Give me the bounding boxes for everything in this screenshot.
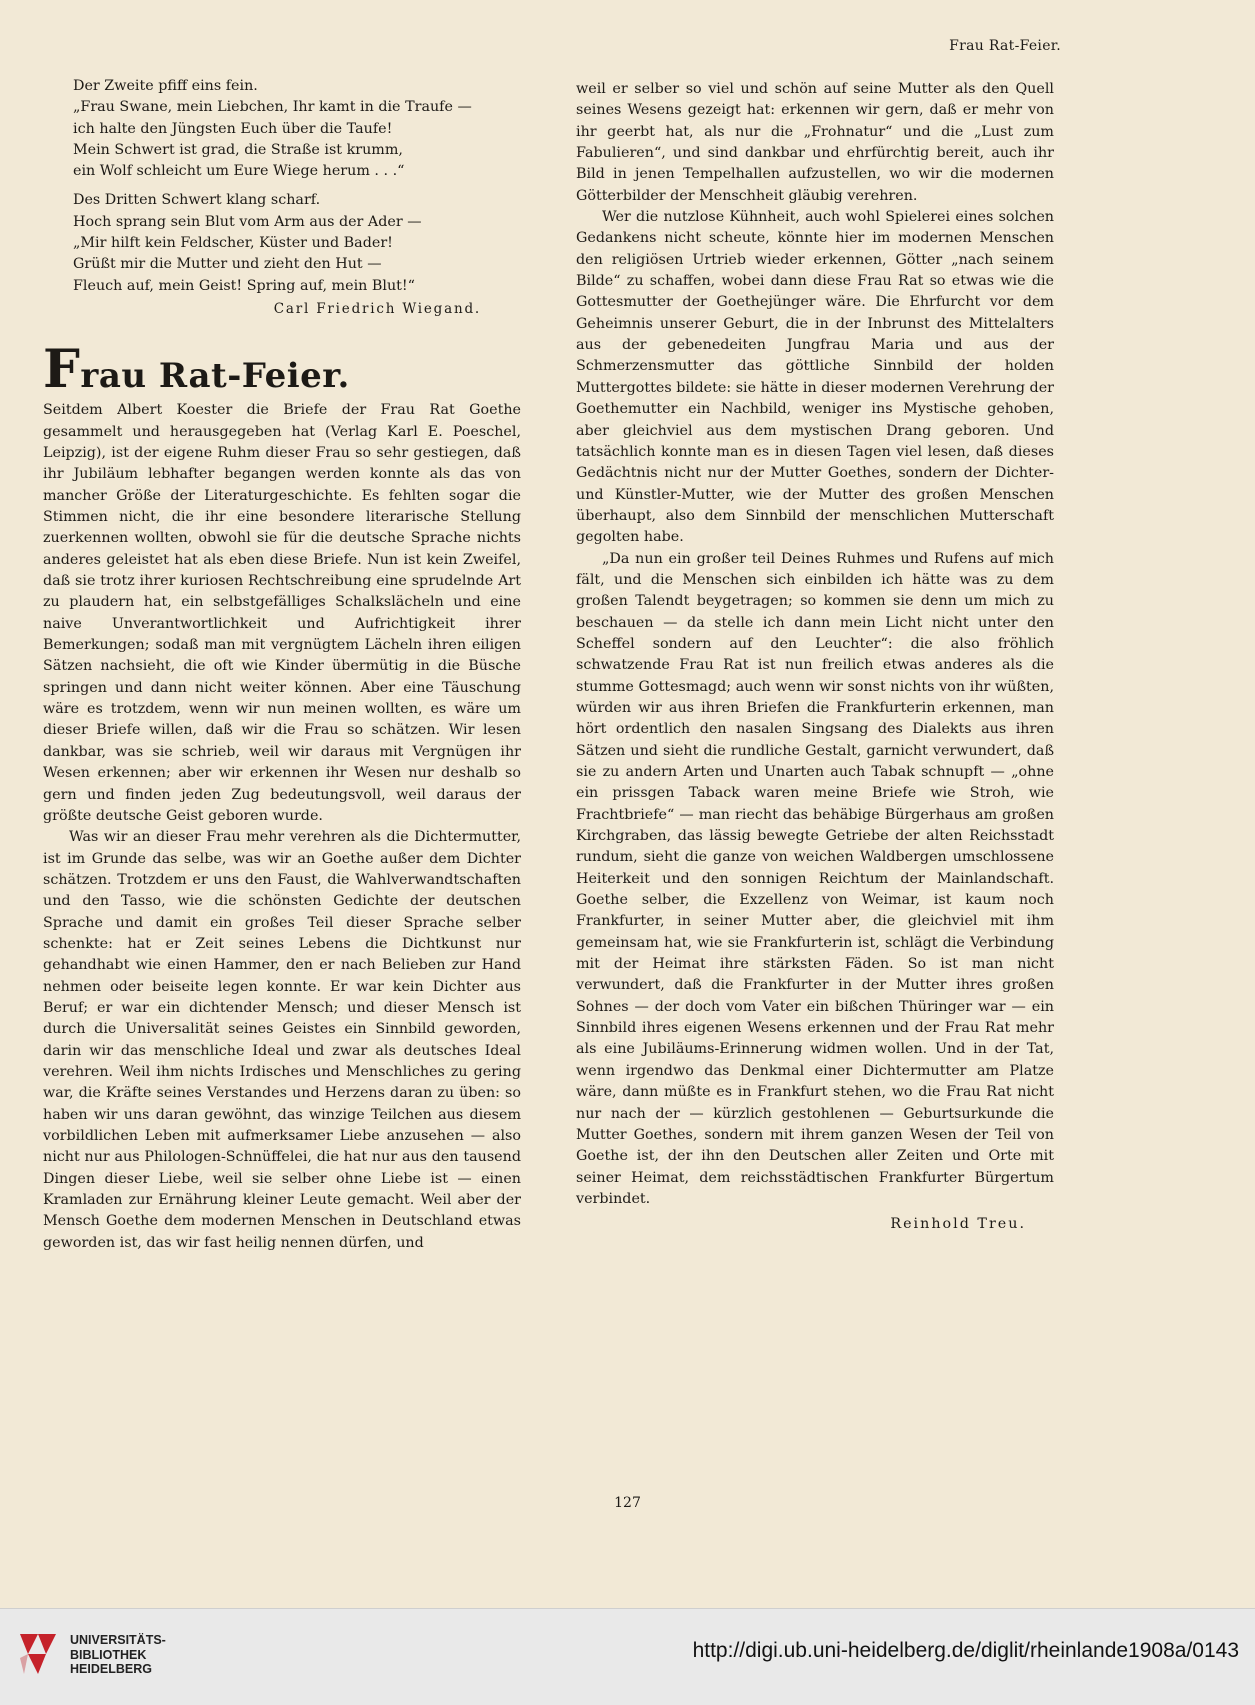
institution-line: BIBLIOTHEK: [70, 1647, 147, 1662]
title-rest: rau Rat-Feier.: [80, 356, 350, 397]
right-column: [576, 79, 1054, 1236]
article-paragraph: Was wir an dieser Frau mehr verehren als die Dichtermutter, ist im Grunde das selbe, was wir an Goethe außer dem Dichter schätzen. Trotzdem er uns den Faust, die Wahlverwandtschaften und den Tasso, wie die schönsten Gedichte der deutschen Sprache und damit ein großes Teil dieser Sprache selber schenkte: hat er Zeit seines Lebens die Dichtkunst nur gehandhabt wie einen Hammer, den er nach Belieben zur Hand nehmen oder beiseite legen konnte. Er war kein Dichter aus Beruf; er war ein dichtender Mensch; und dieser Mensch ist durch die Universalität seines Geistes ein Sinnbild geworden, darin wir das menschliche Ideal und zwar als deutsches Ideal verehren. Weil ihm nichts Irdisches und Menschliches zu gering war, die Kräfte seines Verstandes und Herzens daran zu üben: so haben wir uns daran gewöhnt, das winzige Teilchen aus diesem vorbildlichen Leben mit aufmerksamer Liebe anzusehen — also nicht nur aus Philologen-Schnüffelei, die hat nur aus den tausend Dingen dieser Liebe, weil sie selber ohne Liebe ist — einen Kramladen zur Ernährung kleiner Leute gemacht. Weil aber der Mensch Goethe dem modernen Menschen in Deutschland etwas geworden ist, das wir fast heilig nennen dürfen, und: [43, 829, 521, 1251]
poem-stanza-1: [43, 76, 521, 182]
page-number: 127: [614, 1495, 641, 1511]
poem-line: ich halte den Jüngsten Euch über die Taufe!: [73, 120, 393, 137]
poem-line: Hoch sprang sein Blut vom Arm aus der Ader —: [73, 213, 422, 230]
poem-line: „Frau Swane, mein Liebchen, Ihr kamt in die Traufe —: [73, 99, 472, 116]
poem-stanza-2: [43, 190, 521, 296]
poem-line: Mein Schwert ist grad, die Straße ist krumm,: [73, 141, 403, 158]
ub-heidelberg-logo-icon: [16, 1630, 60, 1678]
poem-author: Carl Friedrich Wiegand.: [273, 300, 481, 317]
poem-line: „Mir hilft kein Feldscher, Küster und Bader!: [73, 235, 393, 252]
article-paragraph: Wer die nutzlose Kühnheit, auch wohl Spielerei eines solchen Gedankens nicht scheute, könnte hier im modernen Menschen den religiösen Urtrieb wieder erkennen, Götter „nach seinem Bilde“ zu schaffen, wobei dann diese Frau Rat so etwas wie die Gottesmutter der Goethejünger wäre. Die Ehrfurcht vor dem Geheimnis unserer Geburt, die in der Inbrunst des Mittelalters aus der gebenedeiten Jungfrau Maria und aus der Schmerzensmutter das göttliche Sinnbild der holden Muttergottes bildete: sie hätte in dieser modernen Verehrung der Goethemutter ein Nachbild, weniger ins Mystische gehoben, aber gleichviel aus dem mystischen Drang geboren. Und tatsächlich konnte man es in diesen Tagen viel lesen, daß dieses Gedächtnis nicht nur der Mutter Goethes, sondern der Dichter- und Künstler-Mutter, wie der Mutter des großen Menschen überhaupt, also dem Sinnbild der menschlichen Mutterschaft gegolten habe.: [576, 209, 1054, 546]
article-paragraph: Seitdem Albert Koester die Briefe der Frau Rat Goethe gesammelt und herausgegeben hat (Verlag Karl E. Poeschel, Leipzig), ist der eigene Ruhm dieser Frau so sehr gestiegen, daß ihr Jubiläum lebhafter begangen werden konnte als das von mancher Größe der Literaturgeschichte. Es fehlten sogar die Stimmen nicht, die ihr eine besondere literarische Stellung zuerkennen wollten, obwohl sie für die deutsche Sprache nichts anderes geleistet hat als eben diese Briefe. Nun ist kein Zweifel, daß sie trotz ihrer kuriosen Rechtschreibung eine sprudelnde Art zu plaudern hat, ein selbstgefälliges Schalkslächeln und eine naive Unverantwortlichkeit und Aufrichtigkeit ihrer Bemerkungen; sodaß man mit vergnügtem Lächeln ihren eiligen Sätzen nachsieht, die oft wie Kinder übermütig in die Büsche springen und dann nicht weiter können. Aber eine Täuschung wäre es trotzdem, wenn wir nun meinen wollten, es wäre um dieser Briefe willen, daß wir die Frau so schätzen. Wir lesen dankbar, was sie schrieb, weil wir daraus mit Vergnügen ihr Wesen erkennen; aber wir erkennen ihr Wesen nur deshalb so gern und finden jeden Zug bedeutungsvoll, weil daraus der größte deutsche Geist geboren wurde.: [43, 402, 521, 824]
poem-line: Fleuch auf, mein Geist! Spring auf, mein Blut!“: [73, 277, 415, 294]
poem-line: Grüßt mir die Mutter und zieht den Hut —: [73, 256, 382, 273]
poem-line: Des Dritten Schwert klang scharf.: [73, 192, 321, 209]
source-url[interactable]: http://digi.ub.uni-heidelberg.de/diglit/rheinlande1908a/0143: [692, 1639, 1239, 1662]
running-head: Frau Rat-Feier.: [949, 38, 1061, 54]
title-initial: F: [43, 339, 81, 401]
poem-line: Der Zweite pfiff eins fein.: [73, 78, 258, 94]
article-author: Reinhold Treu.: [890, 1216, 1026, 1233]
institution-line: HEIDELBERG: [70, 1662, 152, 1676]
institution-name: [70, 1633, 166, 1677]
institution-line: UNIVERSITÄTS-: [70, 1633, 166, 1647]
article-paragraph: weil er selber so viel und schön auf seine Mutter als den Quell seines Wesens gezeigt hat: erkennen wir gern, daß er mehr von ihr geerbt hat, als nur die „Frohnatur“ und die „Lust zum Fabulieren“, und sind dankbar und ehrfürchtig bereit, auch ihr Bild in jenen Tempelhallen aufzustellen, wo wir die modernen Götterbilder der Menschheit gläubig verehren.: [576, 81, 1054, 204]
poem-line: ein Wolf schleicht um Eure Wiege herum . . .“: [73, 163, 405, 180]
article-paragraph: „Da nun ein großer teil Deines Ruhmes und Rufens auf mich fält, und die Menschen sich einbilden ich hätte was zu dem großen Talendt beygetragen; so kommen sie denn um mich zu beschauen — da stelle ich dann mein Licht nicht unter den Scheffel sondern auf den Leuchter“: die also fröhlich schwatzende Frau Rat ist nun freilich etwas anderes als die stumme Gottesmagd; auch wenn wir sonst nichts von ihr wüßten, würden wir aus ihren Briefen die Frankfurterin erkennen, man hört ordentlich den nasalen Singsang des Dialekts aus ihren Sätzen und sieht die rundliche Gestalt, garnicht verwundert, daß sie zu andern Arten und Unarten auch Tabak schnupft — „ohne ein prissgen Taback waren meine Briefe wie Stroh, wie Frachtbriefe“ — man riecht das behäbige Bürgerhaus am großen Kirchgraben, das lässig bewegte Getriebe der alten Reichsstadt rundum, sieht die ganze von weichen Waldbergen umschlossene Heiterkeit und den sonnigen Reichtum der Mainlandschaft. Goethe selber, die Exzellenz von Weimar, ist kaum noch Frankfurter, in seiner Mutter aber, die gleichviel mit ihm gemeinsam hat, wie sie Frankfurterin ist, schlägt die Verbindung mit der Heimat ihre stärksten Fäden. So ist man nicht verwundert, daß die Frankfurter in der Mutter ihres großen Sohnes — der doch vom Vater ein bißchen Thüringer war — ein Sinnbild ihres eigenen Wesens erkennen und der Frau Rat mehr als eine Jubiläums-Erinnerung widmen wollen. Und in der Tat, wenn irgendwo das Denkmal einer Dichtermutter am Platze wäre, dann müßte es in Frankfurt stehen, wo die Frau Rat nicht nur nach der — kürzlich gestohlenen — Geburtsurkunde die Mutter Goethes, sondern mit ihrem ganzen Wesen der Teil von Goethe ist, der ihn den Deutschen aller Zeiten und Orte mit seiner Heimat, dem reichsstädtischen Frankfurter Bürgertum verbindet.: [576, 550, 1054, 1207]
article-title: [43, 339, 521, 401]
footer-bar: [0, 1608, 1255, 1705]
left-column: [43, 76, 521, 1254]
